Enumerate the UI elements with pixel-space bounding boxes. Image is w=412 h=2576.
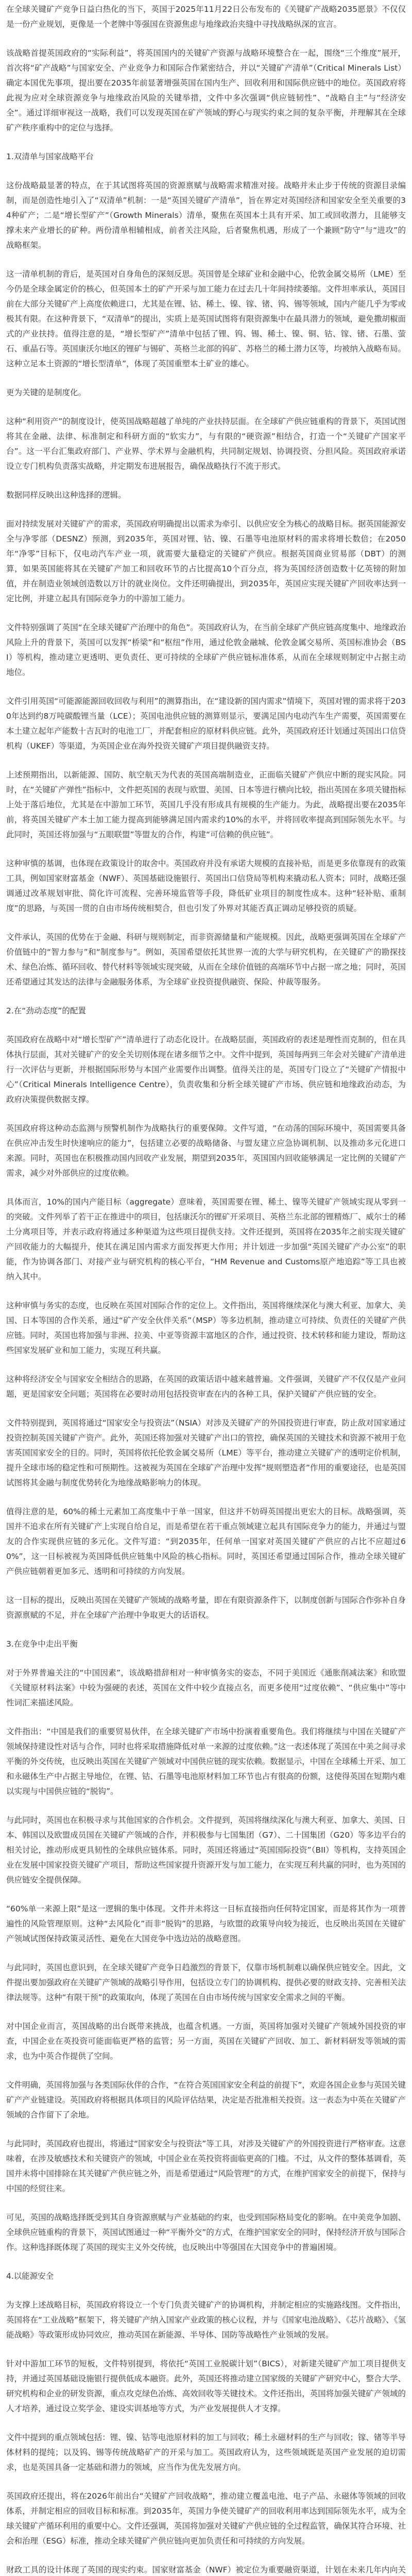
section-heading: 1.双清单与国家战略平台 xyxy=(6,152,94,161)
article-paragraph: 财政工具的设计体现了英国的现实约束。国家财富基金（NWF）被定位为重要融资渠道，计划在未来几年内向关 xyxy=(6,2565,406,2574)
article-paragraph: 该战略首提英国政府的“实际利益”，将英国国内的关键矿产资源与战略环境整合在一起，围绕“三个维度”展开，首次将“矿产战略”与国家安全、产业竞争力和国际合作紧密结合，并以“关键矿产清单”（Critical Minerals List）确定本国优先事项，提出要在2035年前显著增强英国在国内生产、回收利用和国际供应链中的地位。英国政府将此视为应对全球资源竞争与地缘政治风险的关键举措，文件中多次强调“供应链韧性”、“战略自主”与“经济安全”。通过详细审视这一战略，我们可以发现英国在矿产领域的野心与现实约束之间的复杂平衡，并理解其在全球矿产秩序重构中的定位与选择。 xyxy=(6,48,406,132)
article-paragraph: 文件承认，英国的优势在于金融、科研与规则制定，而非资源储量和产能规模。因此，战略更强调英国在全球矿产价值链中的“智力参与”和“制度参与”。例如，英国希望依托其世界一流的大学与研究机构，在关键矿产的勘探技术、绿色冶炼、循环回收、替代材料等领域实现突破，从而在全球价值链的高端环节中占据一席之地；同时，英国还希望通过其发达的法律与金融服务体系，为全球矿业投资提供融资、保险、仲裁等服务。 xyxy=(6,933,406,987)
article-paragraph: 对于外界普遍关注的“中国因素”，该战略措辞相对一种审慎务实的姿态，不同于美国近《通胀削减法案》和欧盟《关键原材料法案》中较为强硬的表述，英国在文件中较少直接点名，而更多使用“过度依赖”、“供应集中”等中性词汇来描述风险。 xyxy=(6,1668,406,1707)
article-paragraph: “60%单一来源上限”是这一逻辑的集中体现。文件并未将这一目标直接指向任何特定国家，而是将其作为一项普遍性的风险管理原则。这种“去风险化”而非“脱钩”的思路，与欧盟的政策导向较为接近，也反映出英国在关键矿产领域试图保持政策灵活性、避免在大国竞争中选边站的战略意图。 xyxy=(6,1904,406,1943)
article-paragraph: 上述预期指出，以新能源、国防、航空航天为代表的英国高端制造业，正面临关键矿产供应中断的现实风险。同时，在“关键矿产弹性”指标中，文件把英国的表现与欧盟、美国、日本等进行横向比较，指出英国在多项关键指标上处于落后地位，尤其是在中游加工环节，英国几乎没有形成具有规模的生产能力。为此，战略提出要在2035年前，将英国关键矿产本土加工能力提高到能够满足国内需求约10%的水平，并将回收率提高到国际领先水平。与此同时，英国还将加强与“五眼联盟”等盟友的合作，构建“可信赖的供应链”。 xyxy=(6,770,406,839)
article-paragraph: 文件明确，英国将加强与各类国际伙伴的合作，“在符合英国国家安全利益的前提下”，欢迎各国企业参与英国关键矿产产业链建设。英国政府将根据具体项目的风险评估结果，决定是否批准相关投资。这一表态为中英在关键矿产领域的合作留下了余地。 xyxy=(6,2080,406,2120)
article-paragraph: 这种将经济安全与国家安全相结合的思路，在英国的政策话语中越来越普遍。文件强调，关键矿产不仅仅是产业问题，更是国家安全问题；英国将在必要时动用包括投资审查在内的各种工具，保护关键矿产供应链的安全。 xyxy=(6,1375,406,1399)
article-paragraph: 这一清单机制的背后，是英国对自身角色的深刻反思。英国曾是全球矿业和金融中心，伦敦金属交易所（LME）至今仍是全球金属定价的核心，但英国本土的矿产开采与加工能力在过去几十年间持续萎缩。文件坦率承认，英国目前在大部分关键矿产上高度依赖进口，尤其是在锂、钴、稀土、镍、镓、锗、钨、锡等领域，国内产能几乎为零或极其有限。在这种背景下，“双清单”的提出，实质上是英国试图将有限资源集中在最具潜力的领域，避免撒胡椒面式的产业扶持。值得注意的是，“增长型矿产”清单中包括了锂、钨、锡、稀土、镍、铜、钴、镓、锗、石墨、萤石、重晶石等。英国康沃尔地区的锂矿与锡矿、英格兰北部的钨矿、苏格兰的稀土潜力区等，均被纳入战略布局。这种立足本土资源的“增长型清单”，体现了英国重塑本土矿业的雄心。 xyxy=(6,269,406,368)
article-paragraph: 这份战略最显著的特点，在于其试图将英国的资源禀赋与战略需求精准对接。战略并未止步于传统的资源目录编制，而是创造性地引入了“双清单”机制：一是“英国关键矿产清单”，旨在界定对英国经济和国家安全至关重要的34种矿产；二是“增长型矿产”（Growth Minerals）清单，聚焦在英国本土具有开采、加工或回收潜力，且能够支撑未来产业增长的矿种。两份清单相辅相成，前者关注风险，后者聚焦机遇，形成了一个兼顾“防守”与“进攻”的战略框架。 xyxy=(6,181,406,250)
article-paragraph: 这种“利用资产”的制度设计，使英国战略超越了单纯的产业扶持层面。在全球矿产供应链重构的背景下，英国试图将其在金融、法律、标准制定和科研方面的“软实力”，与有限的“硬资源”相结合，打造一个“关键矿产国家平台”。这一平台汇集政府部门、产业界、学术界与金融机构，共同制定规划、协调投资、分担风险。英国政府承诺设立专门机构负责落实战略，并定期发布进展报告，确保战略执行不流于形式。 xyxy=(6,417,406,471)
article-paragraph: 英国政府将这种动态监测与预警机制作为战略执行的重要保障。文件写道，“在动荡的国际环境中，英国需要具备在供应冲击发生时快速响应的能力”，包括建立必要的战略储备、与盟友建立应急协调机制、以及推动多元化进口来源。同时，英国也在积极推动国内回收产业发展，期望到2035年，英国国内回收能够满足一定比例的关键矿产需求，减少对外部供应的过度依赖。 xyxy=(6,1124,406,1178)
article-paragraph: 面对持续发展对关键矿产的需求，英国政府明确提出以需求为牵引、以供应安全为核心的战略目标。据英国能源安全与净零部（DESNZ）预测，到2035年，英国对锂、钴、镍、石墨等电池原材料的需求将增长数倍；在2050年“净零”目标下，仅电动汽车产业一项，就需要大量稳定的关键矿产供应。根据英国商业贸易部（DBT）的测算，如果英国能将其在关键矿产加工和回收环节的占比提高10个百分点，将为英国经济创造数十亿英镑的附加值，并在制造业领域创造数以万计的就业岗位。文件还明确提出，到2035年，英国应实现关键矿产回收率达到一定比例，并建立起具有国际竞争力的中游加工能力。 xyxy=(6,519,406,603)
article-paragraph: 这一目标的提出，反映出英国在关键矿产领域的战略考量，即在有限资源条件下，以制度创新与国际合作弥补自身资源禀赋的不足，并在全球矿产治理中争取更大的话语权。 xyxy=(6,1596,406,1620)
article-paragraph: 与此同时，英国也意识到，在全球关键矿产竞争日趋激烈的背景下，仅靠市场机制难以确保供应链安全。因此，文件提出要加强政府在关键矿产领域的战略引导作用，包括设立专门的协调机构、提供必要的财政支持、完善相关法律法规等。这种“有限干预”的政策取向，体现了英国在自由市场传统与国家安全需求之间的平衡。 xyxy=(6,1963,406,2002)
article-paragraph: 可见，英国的战略选择既受到其自身资源禀赋与产业基础的约束，也受到国际格局变化的影响。在中美竞争加剧、全球供应链重构的背景下，英国试图通过一种“平衡外交”的方式，在维护国家安全的同时，保持经济开放与国际合作。这种选择既体现了英国的现实主义外交传统，也反映出中等强国在大国竞争中的普遍困境。 xyxy=(6,2213,406,2252)
article-paragraph: 这种审慎的基调，也体现在政策设计的取舍中。英国政府并没有承诺大规模的直接补贴，而是更多依靠现有的政策工具，例如国家财富基金（NWF）、英国基础设施银行、英国出口信贷局等机构来撬动私人资本；同时，战略还强调通过改革规划审批、简化许可流程、完善环境监管等手段，降低矿业项目的制度性成本。这种“轻补贴、重制度”的思路，与英国一贯的自由市场传统相契合，但也引发了外界对其能否真正调动足够投资的质疑。 xyxy=(6,859,406,913)
article-paragraph: 这种审慎与务实的态度，也反映在英国对国际合作的定位上。文件指出，英国将继续深化与澳大利亚、加拿大、美国、日本等国的合作关系，通过“矿产安全伙伴关系”（MSP）等多边机制，推动建立可持续、负责任的关键矿产供应链。同时，英国也将加强与非洲、拉美、中亚等资源丰富地区的合作，通过投资、技术转移和能力建设，帮助这些国家发展矿业和加工能力，实现互利共赢。 xyxy=(6,1301,406,1355)
article-paragraph: 具体而言，10%的国内产能目标（aggregate）意味着，英国需要在锂、稀土、镍等关键矿产领域实现从零到一的突破。文件列举了若干正在推进中的项目，包括康沃尔的锂矿开采项目、英格兰东北部的锂精炼厂、威尔士的稀土分离项目等，并表示政府将通过多种渠道为这些项目提供支持。文件还提到，英国将在2035年之前实现关键矿产回收能力的大幅提升，使其在满足国内需求方面发挥更大作用；并计划进一步加强“英国关键矿产办公室”的职能，作为协调各部门、对接产业与研究机构的核心平台，“HM Revenue and Customs原产地追踪”等工具也被纳入其中。 xyxy=(6,1197,406,1281)
article-paragraph: 文件特别提到，英国将通过“国家安全与投资法”（NSIA）对涉及关键矿产的外国投资进行审查，防止敌对国家通过投资控制英国关键矿产资产。此外，英国还将加强对关键矿产出口的管控，确保英国的关键技术和资源不被用于危害英国国家安全的目的。同时，英国将依托伦敦金属交易所（LME）等平台，推动建立关键矿产的透明定价机制，提升全球市场的稳定性和可预期性。这被视为英国在全球矿产治理中发挥“规则塑造者”作用的重要途径，也是英国试图将其金融与制度优势转化为地缘战略影响力的体现。 xyxy=(6,1418,406,1487)
article-paragraph: 文件特别强调了英国“在全球关键矿产治理中的角色”。英国政府认为，在当前全球矿产供应链高度集中、地缘政治风险上升的背景下，英国可以发挥“桥梁”和“枢纽”作用，通过伦敦金融城、伦敦金属交易所、英国标准协会（BSI）等机构，推动建立更透明、更负责任、更可持续的全球矿产供应链标准体系，从而在全球规则制定中占据主动地位。 xyxy=(6,623,406,677)
article-paragraph: 数据同样反映出这种选择的逻辑。 xyxy=(6,490,126,500)
article-paragraph: 英国政府在战略中对“增长型矿产”清单进行了动态化设计。在战略层面，英国政府的表述是理性而克制的，但在具体执行层面，其对关键矿产的安全关切则体现在诸多细节之中。文件中提到，英国每两到三年会对关键矿产清单进行一次评估与更新，并根据国际形势与本国产业需要作出调整。值得关注的是，英国专门设立了“关键矿产情报中心”（Critical Minerals Intelligence Centre），负责收集和分析全球关键矿产市场、供应链和地缘政治动态，为政府决策提供数据支撑。 xyxy=(6,1035,406,1104)
article-paragraph: 在全球关键矿产竞争日益白热化的当下，英国于2025年11月22日公布发布的《关键矿产战略2035愿景》不仅仅是一份产业规划，更像是一个老牌中等强国在资源焦虑与地缘政治夹缝中寻找战略纵深的宣言。 xyxy=(6,5,406,29)
section-heading: 2.在“劲动态度”的配置 xyxy=(6,1006,86,1015)
article-paragraph: 为支撑上述战略目标，英国政府将设立一个专门负责关键矿产的协调机构，并制定相应的实施路线图。文件指出，英国将在“工业战略”框架下，将关键矿产纳入国家产业政策的核心议程，并与《国家电池战略》、《芯片战略》、《氢能战略》等政策形成协同效应，推动英国在新能源、半导体、国防等战略性产业领域的发展。 xyxy=(6,2300,406,2340)
section-heading: 4.以能源安全 xyxy=(6,2272,54,2281)
article-paragraph: 与此同时，英国也在积极寻求与其他国家的合作机会。文件提到，英国将继续深化与澳大利亚、加拿大、美国、日本、韩国以及欧盟成员国在关键矿产领域的合作，并积极参与七国集团（G7）、二十国集团（G20）等多边平台的相关讨论，推动形成更具韧性的全球供应链体系。同时，英国还将通过“英国国际投资”（BII）等机构，支持英国企业在发展中国家投资关键矿产项目，帮助这些国家提升资源开发与加工能力，在实现互利共赢的同时，也为英国的供应链安全提供保障。 xyxy=(6,1816,406,1885)
article-paragraph: 与此同时，英国政府也提出，将通过“国家安全与投资法”等工具，对涉及关键矿产的外国投资进行严格审查。这意味着，在涉及敏感技术和关键资产的领域，中国企业在英投资将面临更高的门槛。不过，从文件的整体基调看，英国并未将中国排除在其关键矿产供应链之外，而是希望通过“风险管理”的方式，在维护国家安全的前提下，保持与中国的经贸往来。 xyxy=(6,2139,406,2193)
article-paragraph: 英国政府还提出，将在2026年前出台“关键矿产回收战略”，推动建立覆盖电池、电子产品、永磁体等领域的回收体系，并制定相应的回收目标和标准。到2035年，英国力争使关键矿产的回收利用率达到国际领先水平，成为全球关键矿产循环利用的重要中心。文件还强调，英国将加强对关键矿产供应链的全过程监管，确保其符合环境、社会和治理（ESG）标准，推动全球关键矿产供应链向更加负责任和可持续的方向发展。 xyxy=(6,2492,406,2546)
article-paragraph: 对中国企业而言，英国战略的出台既带来挑战，也蕴含机遇。一方面，英国将加强对关键矿产领域外国投资的审查，中国企业在英投资可能面临更严格的监管；另一方面，英国在关键矿产回收、加工、新材料研发等领域的需求，也为中英合作提供了空间。 xyxy=(6,2022,406,2061)
article-paragraph: 值得注意的是，60%的稀土元素加工高度集中于单一国家，但这并不妨碍英国提出更宏大的目标。战略强调，英国并不追求在所有关键矿产上实现自给自足，而是希望在若干重点领域建立起具有国际竞争力的能力，并通过与盟友的合作实现供应链的多元化。文件写道：“到2035年，任何单一国家对英国关键矿产供应的占比不应超过60%”，这一目标被视为英国降低供应链集中风险的核心指标。同时，英国还希望通过国际合作，推动全球关键矿产供应链朝着更加多元、透明和可持续的方向发展。 xyxy=(6,1507,406,1576)
article-paragraph: 更为关键的是制度化。 xyxy=(6,388,87,397)
section-heading: 3.在竞争中走出平衡 xyxy=(6,1639,78,1649)
article-paragraph: 文件中提到的重点领域包括：锂、镍、钴等电池原材料的加工与回收；稀土永磁材料的生产与回收；镓、锗等半导体材料的提纯；以及钨、锡等传统战略矿产的开采与加工。英国政府认为，这些领域既是英国产业发展的迫切需求，也是英国具备一定基础和潜力的领域，应当作为优先发展方向。 xyxy=(6,2433,406,2472)
article-paragraph: 针对中游加工环节的短板，文件特别提到，将依托“英国工业脱碳计划”（BICS），对新建关键矿产加工项目提供支持，并通过英国基础设施银行提供低成本融资。此外，英国还将推动建立国家级的关键矿产研究中心，整合大学、研究机构和企业的研发资源，重点攻克绿色冶炼、高效回收等关键技术。文件还指出，英国将加强关键矿产领域的人才培养，通过设立奖学金、建设实训基地等方式，为产业发展提供人才支撑。 xyxy=(6,2359,406,2413)
article-paragraph: 文件指出：“中国是我们的重要贸易伙伴，在全球关键矿产市场中扮演着重要角色。我们将继续与中国在关键矿产领域保持建设性对话与合作，同时也将采取措施降低对单一来源的过度依赖。”这一表述体现了英国在中美之间寻求平衡的外交传统，也反映出英国在关键矿产领域对中国供应链的现实依赖。数据显示，中国在全球稀土开采、加工和永磁体生产中占据主导地位，在锂、钴、石墨等电池原材料加工环节也占有很高的份额，这使得英国在短期内难以实现与中国供应链的“脱钩”。 xyxy=(6,1727,406,1796)
article-paragraph: 文件引用英国“可能源能源回收回收与利用”的测算指出，在“建设新的国内需求”情境下，英国对锂的需求将于2030年达到约8万吨碳酸锂当量（LCE）；英国电池供应链的测算则显示，要满足国内电动汽车生产需要，英国需要在本土建立起年产能数十吉瓦时的电池工厂，并配套相应的原材料供应链。此外，英国政府还计划通过英国出口信贷机构（UKEF）等渠道，为英国企业在海外投资关键矿产项目提供融资支持。 xyxy=(6,697,406,751)
article-body xyxy=(6,2,406,2576)
